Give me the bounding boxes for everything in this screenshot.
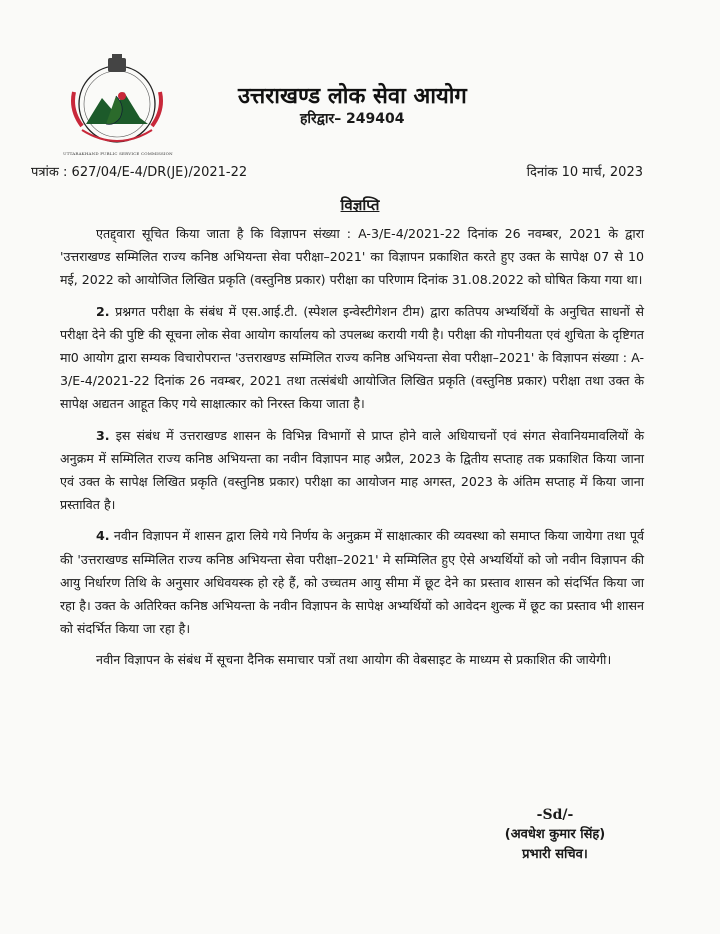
organization-name: उत्तराखण्ड लोक सेवा आयोग bbox=[238, 84, 467, 109]
reference-line bbox=[31, 162, 643, 180]
signatory-designation: प्रभारी सचिव। bbox=[522, 847, 588, 862]
paragraph-number: 4. bbox=[96, 528, 110, 544]
paragraph-3 bbox=[60, 424, 644, 517]
reference-number: पत्रांक : 627/04/E-4/DR(JE)/2021-22 bbox=[31, 165, 248, 180]
notice-heading-row bbox=[0, 195, 720, 215]
paragraph-5 bbox=[60, 648, 644, 671]
signature-block bbox=[470, 805, 640, 865]
paragraph-text: नवीन विज्ञापन के संबंध में सूचना दैनिक समाचार पत्रों तथा आयोग की वेबसाइट के माध्यम से प्रकाशित की जायेगी। bbox=[96, 652, 612, 668]
paragraph-1 bbox=[60, 222, 644, 292]
commission-emblem-icon bbox=[62, 52, 172, 152]
notice-heading: विज्ञप्ति bbox=[340, 196, 380, 214]
paragraph-4 bbox=[60, 524, 644, 640]
notice-body bbox=[60, 222, 644, 680]
paragraph-number: 3. bbox=[96, 427, 110, 443]
signatory-name: (अवधेश कुमार सिंह) bbox=[504, 827, 606, 842]
paragraph-text: इस संबंध में उत्तराखण्ड शासन के विभिन्न विभागों से प्राप्त होने वाले अधियाचनों एवं संगत सेवानियमावलियों के अनुक्रम में सम्मिलित राज्य कनिष्ठ अभियन्ता का नवीन विज्ञापन माह अप्रैल, 2023 के द्वितीय सप्ताह तक प्रकाशित किया जाना एवं उक्त के सापेक्ष लिखित प्रकृति (वस्तुनिष्ठ प्रकार) परीक्षा का आयोजन माह अगस्त, 2023 के अंतिम सप्ताह में किया जाना प्रस्तावित है। bbox=[60, 427, 644, 513]
organization-address: हरिद्वार– 249404 bbox=[300, 111, 405, 127]
emblem-caption: UTTARAKHAND PUBLIC SERVICE COMMISSION bbox=[63, 151, 173, 156]
paragraph-2 bbox=[60, 300, 644, 416]
paragraph-text: नवीन विज्ञापन में शासन द्वारा लिये गये निर्णय के अनुक्रम में साक्षात्कार की व्यवस्था को समाप्त किया जायेगा तथा पूर्व की 'उत्तराखण्ड सम्मिलित राज्य कनिष्ठ अभियन्ता सेवा परीक्षा–2021' मे सम्मिलित हुए ऐसे अभ्यर्थियों को जो नवीन विज्ञापन की आयु निर्धारण तिथि के अनुसार अधिवयस्क हो रहे हैं, को उच्चतम आयु सीमा में छूट देने का प्रस्ताव शासन को संदर्भित किया जा रहा है। उक्त के अतिरिक्त कनिष्ठ अभियन्ता के नवीन विज्ञापन के सापेक्ष अभ्यर्थियों को आवेदन शुल्क में छूट का प्रस्ताव भी शासन को संदर्भित किया जा रहा है। bbox=[60, 528, 644, 637]
signed-mark: -Sd/- bbox=[536, 807, 574, 823]
paragraph-text: एतद्द्वारा सूचित किया जाता है कि विज्ञापन संख्या : A-3/E-4/2021-22 दिनांक 26 नवम्बर, 2021 के द्वारा 'उत्तराखण्ड सम्मिलित राज्य कनिष्ठ अभियन्ता सेवा परीक्षा–2021' का विज्ञापन प्रकाशित करते हुए उक्त के सापेक्ष 07 से 10 मई, 2022 को आयोजित लिखित प्रकृति (वस्तुनिष्ठ प्रकार) परीक्षा का परिणाम दिनांक 31.08.2022 को घोषित किया गया था। bbox=[60, 226, 644, 288]
paragraph-text: प्रश्नगत परीक्षा के संबंध में एस.आई.टी. (स्पेशल इन्वेस्टीगेशन टीम) द्वारा कतिपय अभ्यर्थियों के अनुचित साधनों से परीक्षा देने की पुष्टि की सूचना लोक सेवा आयोग कार्यालय को उपलब्ध करायी गयी है। परीक्षा की गोपनीयता एवं शुचिता के दृष्टिगत मा0 आयोग द्वारा सम्यक विचारोपरान्त 'उत्तराखण्ड सम्मिलित राज्य कनिष्ठ अभियन्ता सेवा परीक्षा–2021' के विज्ञापन संख्या : A-3/E-4/2021-22 दिनांक 26 नवम्बर, 2021 तथा तत्संबंधी आयोजित लिखित प्रकृति (वस्तुनिष्ठ प्रकार) परीक्षा तथा उक्त के सापेक्ष अद्यतन आहूत किए गये साक्षात्कार को निरस्त किया जाता है। bbox=[60, 303, 644, 412]
paragraph-number: 2. bbox=[96, 303, 110, 319]
notice-date: दिनांक 10 मार्च, 2023 bbox=[526, 165, 643, 180]
